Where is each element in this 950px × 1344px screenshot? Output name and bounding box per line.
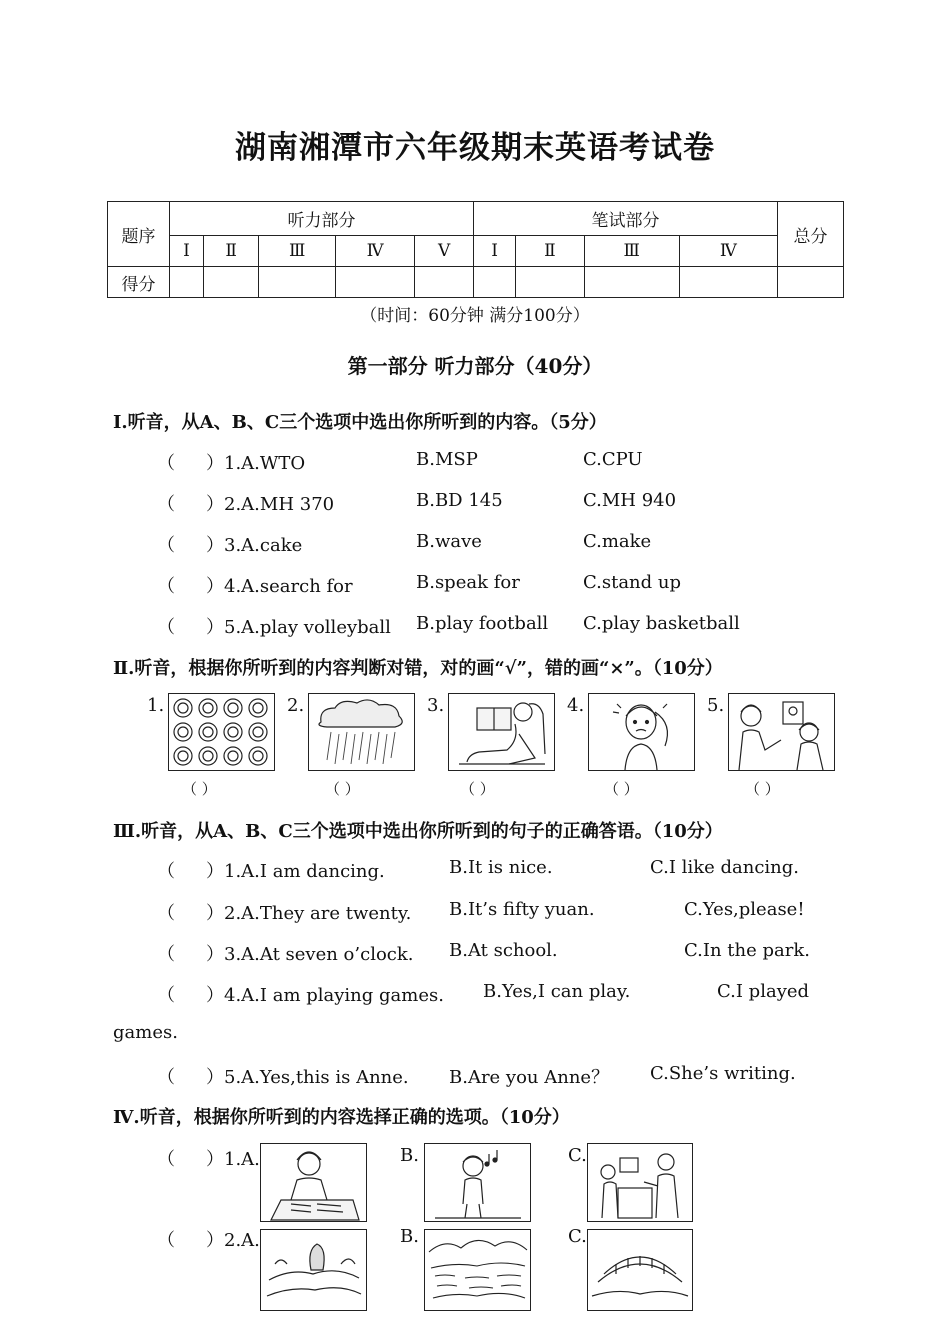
s3-q2-c: C.Yes,please! <box>684 899 805 920</box>
s1-q3-b: B.wave <box>416 531 482 552</box>
answer-blank[interactable]: （ <box>157 1230 175 1251</box>
s2-number-5: 5. <box>707 695 725 716</box>
s3-q5-a: ）5.A.Yes,this is Anne. <box>206 1067 409 1088</box>
people-computer-icon <box>588 1144 692 1221</box>
girl-writing-icon <box>261 1144 366 1221</box>
boy-singing-icon <box>425 1144 530 1221</box>
coins-icon <box>169 694 274 770</box>
row-label: 题序 <box>108 202 170 267</box>
col-listening-1: Ⅰ <box>170 236 204 267</box>
s3-q2-b: B.It’s fifty yuan. <box>449 899 595 920</box>
s3-q3-b: B.At school. <box>449 940 558 961</box>
score-cell[interactable] <box>415 267 474 298</box>
s1-q5-c: C.play basketball <box>583 613 740 634</box>
score-cell[interactable] <box>679 267 777 298</box>
reading-picture <box>448 693 555 771</box>
score-cell[interactable] <box>778 267 844 298</box>
col-listening-5: Ⅴ <box>415 236 474 267</box>
bridge-icon <box>588 1230 692 1310</box>
s1-q4-b: B.speak for <box>416 572 520 593</box>
written-header: 笔试部分 <box>473 202 777 236</box>
s3-q3-a: ）3.A.At seven o’clock. <box>206 944 414 965</box>
person-reading-icon <box>449 694 554 770</box>
s1-q4-a: ）4.A.search for <box>206 576 353 597</box>
s4-q2-b: B. <box>400 1226 419 1247</box>
s4-q2-a: ）2.A. <box>206 1230 260 1251</box>
s1-q1-a: ）1.A.WTO <box>206 453 306 474</box>
s2-number-1: 1. <box>147 695 165 716</box>
col-written-2: Ⅱ <box>516 236 585 267</box>
score-cell[interactable] <box>336 267 415 298</box>
score-cell[interactable] <box>204 267 259 298</box>
rain-picture <box>308 693 415 771</box>
s1-q1-b: B.MSP <box>416 449 478 470</box>
lake-picture <box>424 1229 531 1311</box>
score-cell[interactable] <box>473 267 515 298</box>
answer-blank[interactable]: （ ） <box>325 780 360 798</box>
answer-blank[interactable]: （ <box>157 494 175 515</box>
s3-q4-c: C.I played <box>717 981 810 1002</box>
s2-number-3: 3. <box>427 695 445 716</box>
s1-q3-c: C.make <box>583 531 652 552</box>
s3-q3-c: C.In the park. <box>684 940 810 961</box>
s3-q5-b: B.Are you Anne？ <box>449 1067 610 1088</box>
s1-q2-b: B.BD 145 <box>416 490 503 511</box>
two-girls-icon <box>729 694 834 770</box>
answer-blank[interactable]: （ ） <box>182 780 217 798</box>
answer-blank[interactable]: （ <box>157 453 175 474</box>
answer-blank[interactable]: （ <box>157 861 175 882</box>
answer-blank[interactable]: （ ） <box>604 780 639 798</box>
answer-blank[interactable]: （ <box>157 985 175 1006</box>
score-table <box>107 201 844 298</box>
section-4-heading: Ⅳ.听音，根据你所听到的内容选择正确的选项。（10分） <box>113 1107 570 1128</box>
col-written-1: Ⅰ <box>473 236 515 267</box>
part-one-title: 第一部分 听力部分（40分） <box>347 354 603 378</box>
section-3-heading: Ⅲ.听音，从A、B、C三个选项中选出你所听到的句子的正确答语。（10分） <box>113 821 723 842</box>
s2-number-2: 2. <box>287 695 305 716</box>
col-listening-3: Ⅲ <box>259 236 336 267</box>
s4-q1-a: ）1.A. <box>206 1149 260 1170</box>
section-1-heading: Ⅰ.听音，从A、B、C三个选项中选出你所听到的内容。（5分） <box>113 412 607 433</box>
answer-blank[interactable]: （ <box>157 1149 175 1170</box>
rock-landscape-icon <box>261 1230 366 1310</box>
s3-q4-wrap: games. <box>113 1022 178 1043</box>
answer-blank[interactable]: （ ） <box>745 780 780 798</box>
s4-q2-c: C. <box>568 1226 587 1247</box>
score-cell[interactable] <box>516 267 585 298</box>
col-listening-2: Ⅱ <box>204 236 259 267</box>
sick-girl-picture <box>588 693 695 771</box>
s1-q1-c: C.CPU <box>583 449 643 470</box>
col-written-3: Ⅲ <box>584 236 679 267</box>
s1-q2-a: ）2.A.MH 370 <box>206 494 335 515</box>
s3-q4-b: B.Yes,I can play. <box>483 981 631 1002</box>
s2-number-4: 4. <box>567 695 585 716</box>
answer-blank[interactable]: （ <box>157 903 175 924</box>
section-2-heading: Ⅱ.听音，根据你所听到的内容判断对错，对的画“√”，错的画“×”。（10分） <box>113 658 723 679</box>
s3-q2-a: ）2.A.They are twenty. <box>206 903 412 924</box>
s1-q2-c: C.MH 940 <box>583 490 677 511</box>
answer-blank[interactable]: （ <box>157 576 175 597</box>
answer-blank[interactable]: （ ） <box>460 780 495 798</box>
col-written-4: Ⅳ <box>679 236 777 267</box>
score-label: 得分 <box>108 267 170 298</box>
s1-q3-a: ）3.A.cake <box>206 535 303 556</box>
rock-landscape-picture <box>260 1229 367 1311</box>
exam-meta: （时间：60分钟 满分100分） <box>360 306 590 326</box>
coins-picture <box>168 693 275 771</box>
bridge-picture <box>587 1229 693 1311</box>
answer-blank[interactable]: （ <box>157 944 175 965</box>
total-header: 总分 <box>778 202 844 267</box>
s1-q4-c: C.stand up <box>583 572 682 593</box>
answer-blank[interactable]: （ <box>157 617 175 638</box>
listening-header: 听力部分 <box>170 202 474 236</box>
s1-q5-b: B.play football <box>416 613 549 634</box>
lake-icon <box>425 1230 530 1310</box>
s4-q1-c: C. <box>568 1145 587 1166</box>
col-listening-4: Ⅳ <box>336 236 415 267</box>
girls-photo-picture <box>728 693 835 771</box>
s4-q1-b: B. <box>400 1145 419 1166</box>
answer-blank[interactable]: （ <box>157 1067 175 1088</box>
answer-blank[interactable]: （ <box>157 535 175 556</box>
exam-title: 湖南湘潭市六年级期末英语考试卷 <box>235 130 715 166</box>
score-cell[interactable] <box>259 267 336 298</box>
boy-singing-picture <box>424 1143 531 1222</box>
s3-q4-a: ）4.A.I am playing games. <box>206 985 444 1006</box>
rain-cloud-icon <box>309 694 414 770</box>
score-cell[interactable] <box>170 267 204 298</box>
score-cell[interactable] <box>584 267 679 298</box>
s3-q1-b: B.It is nice. <box>449 857 553 878</box>
computer-picture <box>587 1143 693 1222</box>
s3-q5-c: C.She’s writing. <box>650 1063 796 1084</box>
s3-q1-a: ）1.A.I am dancing. <box>206 861 385 882</box>
sick-girl-icon <box>589 694 694 770</box>
s1-q5-a: ）5.A.play volleyball <box>206 617 391 638</box>
s3-q1-c: C.I like dancing. <box>650 857 800 878</box>
girl-writing-picture <box>260 1143 367 1222</box>
